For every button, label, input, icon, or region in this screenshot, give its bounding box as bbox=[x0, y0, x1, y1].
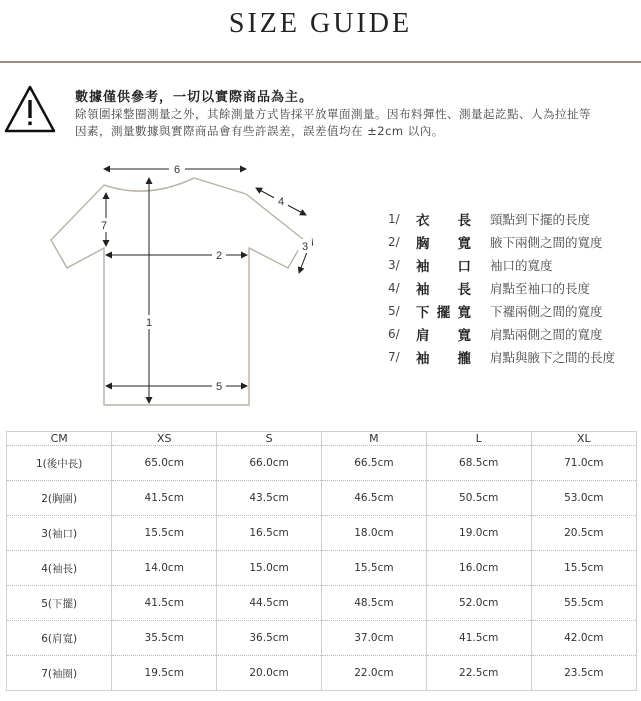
table-cell: 20.0cm bbox=[217, 656, 322, 690]
table-cell: 22.0cm bbox=[321, 656, 426, 690]
header-cell: S bbox=[217, 432, 322, 446]
table-cell: 37.0cm bbox=[321, 621, 426, 656]
table-cell: 3(袖口) bbox=[7, 516, 112, 551]
table-cell: 15.0cm bbox=[217, 551, 322, 586]
table-row bbox=[7, 551, 636, 586]
table-cell: 5(下擺) bbox=[7, 586, 112, 621]
diagram-label-6: 6 bbox=[173, 164, 181, 176]
legend-row bbox=[388, 276, 638, 299]
table-cell: 35.5cm bbox=[112, 621, 217, 656]
legend-desc: 腋下兩側之間的寬度 bbox=[490, 234, 603, 250]
table-cell: 53.0cm bbox=[531, 481, 636, 516]
disclaimer-heading: 數據僅供參考，一切以實際商品為主。 bbox=[75, 90, 314, 105]
table-cell: 41.5cm bbox=[426, 621, 531, 656]
table-cell: 6(肩寬) bbox=[7, 621, 112, 656]
table-cell: 71.0cm bbox=[531, 446, 636, 481]
table-cell: 16.0cm bbox=[426, 551, 531, 586]
table-cell: 2(胸圍) bbox=[7, 481, 112, 516]
table-cell: 55.5cm bbox=[531, 586, 636, 621]
legend-num: 4/ bbox=[388, 280, 400, 295]
table-row bbox=[7, 586, 636, 621]
disclaimer-line-1: 除領圍採整圈測量之外，其餘測量方式皆採平放單面測量。因布料彈性、測量起訖點、人為拉扯等 bbox=[75, 107, 591, 121]
legend-row bbox=[388, 207, 638, 230]
legend-name: 袖長 bbox=[416, 281, 476, 298]
legend-name: 胸寬 bbox=[416, 235, 476, 252]
table-cell: 15.5cm bbox=[112, 516, 217, 551]
table-cell: 65.0cm bbox=[112, 446, 217, 481]
legend-name: 下擺寬 bbox=[416, 304, 476, 321]
diagram-label-4: 4 bbox=[277, 196, 285, 208]
table-cell: 20.5cm bbox=[531, 516, 636, 551]
legend-num: 1/ bbox=[388, 211, 400, 226]
table-cell: 18.0cm bbox=[321, 516, 426, 551]
legend-name: 肩寬 bbox=[416, 327, 476, 344]
measurement-legend bbox=[388, 207, 638, 368]
legend-name: 袖口 bbox=[416, 258, 476, 275]
table-cell: 19.5cm bbox=[112, 656, 217, 690]
table-cell: 42.0cm bbox=[531, 621, 636, 656]
table-cell: 52.0cm bbox=[426, 586, 531, 621]
legend-row bbox=[388, 299, 638, 322]
header-cell: L bbox=[426, 432, 531, 446]
table-row bbox=[7, 446, 636, 481]
table-cell: 66.5cm bbox=[321, 446, 426, 481]
disclaimer-text bbox=[75, 106, 635, 140]
legend-name: 衣長 bbox=[416, 212, 476, 229]
diagram-label-3: 3 bbox=[301, 241, 309, 253]
table-cell: 43.5cm bbox=[217, 481, 322, 516]
table-cell: 14.0cm bbox=[112, 551, 217, 586]
table-cell: 41.5cm bbox=[112, 481, 217, 516]
legend-num: 5/ bbox=[388, 303, 400, 318]
diagram-label-2: 2 bbox=[215, 250, 223, 262]
table-header-row bbox=[7, 432, 636, 446]
legend-desc: 肩點至袖口的長度 bbox=[490, 280, 591, 296]
legend-row bbox=[388, 253, 638, 276]
legend-row bbox=[388, 322, 638, 345]
table-cell: 41.5cm bbox=[112, 586, 217, 621]
legend-row bbox=[388, 345, 638, 368]
table-cell: 7(袖圈) bbox=[7, 656, 112, 690]
legend-name: 袖攏 bbox=[416, 350, 476, 367]
table-row bbox=[7, 656, 636, 690]
legend-desc: 下襬兩側之間的寬度 bbox=[490, 303, 603, 319]
legend-desc: 袖口的寬度 bbox=[490, 257, 553, 273]
legend-num: 2/ bbox=[388, 234, 400, 249]
table-cell: 15.5cm bbox=[531, 551, 636, 586]
header-cell: XS bbox=[112, 432, 217, 446]
table-cell: 16.5cm bbox=[217, 516, 322, 551]
table-row bbox=[7, 516, 636, 551]
table-cell: 66.0cm bbox=[217, 446, 322, 481]
table-row bbox=[7, 481, 636, 516]
header-cell: M bbox=[321, 432, 426, 446]
tshirt-diagram bbox=[46, 160, 316, 410]
legend-desc: 肩點兩側之間的寬度 bbox=[490, 326, 603, 342]
diagram-label-5: 5 bbox=[215, 381, 223, 393]
table-cell: 15.5cm bbox=[321, 551, 426, 586]
legend-desc: 頸點到下擺的長度 bbox=[490, 211, 591, 227]
page-title: SIZE GUIDE bbox=[228, 8, 413, 39]
table-cell: 1(後中長) bbox=[7, 446, 112, 481]
legend-num: 7/ bbox=[388, 349, 400, 364]
tshirt-outline bbox=[51, 178, 304, 405]
table-cell: 4(袖長) bbox=[7, 551, 112, 586]
table-cell: 23.5cm bbox=[564, 667, 604, 680]
table-cell: 50.5cm bbox=[426, 481, 531, 516]
legend-row bbox=[388, 230, 638, 253]
table-cell: 46.5cm bbox=[321, 481, 426, 516]
warning-icon bbox=[4, 84, 56, 134]
table-cell: 36.5cm bbox=[217, 621, 322, 656]
table-cell: 68.5cm bbox=[426, 446, 531, 481]
diagram-label-1: 1 bbox=[145, 317, 153, 329]
table-row bbox=[7, 621, 636, 656]
header-cell: CM bbox=[7, 432, 112, 446]
legend-desc: 肩點與腋下之間的長度 bbox=[490, 349, 616, 365]
legend-num: 3/ bbox=[388, 257, 400, 272]
title-divider bbox=[0, 61, 641, 63]
size-table bbox=[6, 431, 637, 691]
table-cell: 48.5cm bbox=[321, 586, 426, 621]
diagram-label-7: 7 bbox=[100, 220, 108, 232]
table-cell: 19.0cm bbox=[426, 516, 531, 551]
table-cell: 44.5cm bbox=[217, 586, 322, 621]
table-cell: 22.5cm bbox=[426, 656, 531, 690]
header-cell: XL bbox=[531, 432, 636, 446]
disclaimer-line-2: 因素，測量數據與實際商品會有些許誤差，誤差值均在 ±2cm 以內。 bbox=[75, 124, 444, 138]
legend-num: 6/ bbox=[388, 326, 400, 341]
